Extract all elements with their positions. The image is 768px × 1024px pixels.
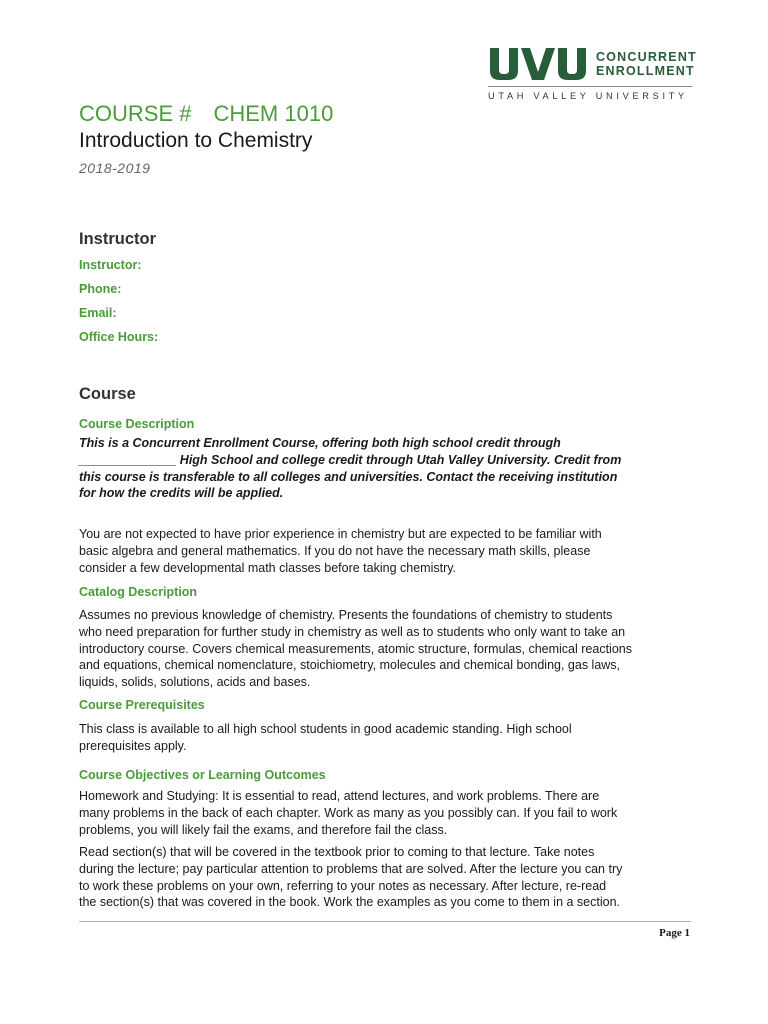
text-line: This is a Concurrent Enrollment Course, offering both high school credit through [79, 436, 561, 450]
course-code: CHEM 1010 [213, 101, 334, 126]
course-heading: Course [79, 385, 136, 403]
logo-subtitle: UTAH VALLEY UNIVERSITY [488, 91, 688, 101]
text-line: for how the credits will be applied. [79, 486, 284, 501]
text-line: the section(s) that was covered in the book. Work the examples as you come to them in a section. [79, 895, 621, 910]
instructor-field-email: Email: [79, 306, 117, 320]
course-prerequisites-text [79, 721, 691, 755]
course-description-label: Course Description [79, 417, 195, 431]
uvu-concurrent-enrollment-logo [488, 46, 697, 104]
logo-word-concurrent: CONCURRENT [596, 50, 697, 64]
text-line: problems, you will likely fail the exams, and therefore fail the class. [79, 822, 448, 837]
course-label: COURSE # [79, 101, 192, 126]
text-line: liquids, solids, solutions, acids and bases. [79, 675, 311, 690]
text-line: this course is transferable to all colleges and universities. Contact the receiving institution [79, 469, 618, 484]
course-objectives-text-1 [79, 788, 691, 838]
text-line: many problems in the back of each chapter. Work as many as you possibly can. If you fail to work [79, 805, 618, 820]
text-line: who need preparation for further study in chemistry as well as to students who only want to take an [79, 624, 626, 639]
text-line: Assumes no previous knowledge of chemistry. Presents the foundations of chemistry to students [79, 608, 613, 622]
text-line: and equations, chemical nomenclature, stoichiometry, molecules and chemical bonding, gas laws, [79, 658, 621, 673]
text-line: Homework and Studying: It is essential to read, attend lectures, and work problems. There are [79, 789, 600, 803]
text-line: basic algebra and general mathematics. If you do not have the necessary math skills, please [79, 543, 591, 558]
instructor-field-phone: Phone: [79, 282, 122, 296]
instructor-heading: Instructor [79, 230, 157, 248]
text-line: Read section(s) that will be covered in the textbook prior to coming to that lecture. Take notes [79, 845, 595, 859]
course-description-bold [79, 435, 691, 502]
text-line: You are not expected to have prior experience in chemistry but are expected to be familiar with [79, 527, 602, 541]
text-line: to work these problems on your own, referring to your notes as necessary. After lecture, re-read [79, 878, 607, 893]
course-title: Introduction to Chemistry [79, 129, 313, 152]
text-line: ______________ High School and college credit through Utah Valley University. Credit from [79, 452, 622, 467]
text-line: prerequisites apply. [79, 738, 187, 753]
page-number: Page 1 [659, 927, 690, 939]
course-prerequisites-label: Course Prerequisites [79, 698, 205, 712]
logo-word-enrollment: ENROLLMENT [596, 64, 695, 78]
text-line: This class is available to all high school students in good academic standing. High school [79, 722, 572, 736]
course-number-line [79, 101, 333, 127]
catalog-description-label: Catalog Description [79, 585, 198, 599]
uvu-logo-mark [488, 46, 588, 82]
logo-divider [488, 86, 692, 87]
course-objectives-text-2 [79, 844, 691, 911]
course-objectives-label: Course Objectives or Learning Outcomes [79, 768, 326, 782]
text-line: consider a few developmental math classes before taking chemistry. [79, 560, 457, 575]
instructor-field-office-hours: Office Hours: [79, 330, 159, 344]
course-description-text [79, 526, 691, 576]
instructor-field-name: Instructor: [79, 258, 142, 272]
text-line: during the lecture; pay particular attention to problems that are solved. After the lecture you can try [79, 861, 623, 876]
catalog-description-text [79, 607, 691, 691]
text-line: introductory course. Covers chemical measurements, atomic structure, formulas, chemical reactions [79, 641, 632, 656]
footer-divider [79, 921, 691, 922]
academic-year: 2018-2019 [79, 160, 151, 176]
